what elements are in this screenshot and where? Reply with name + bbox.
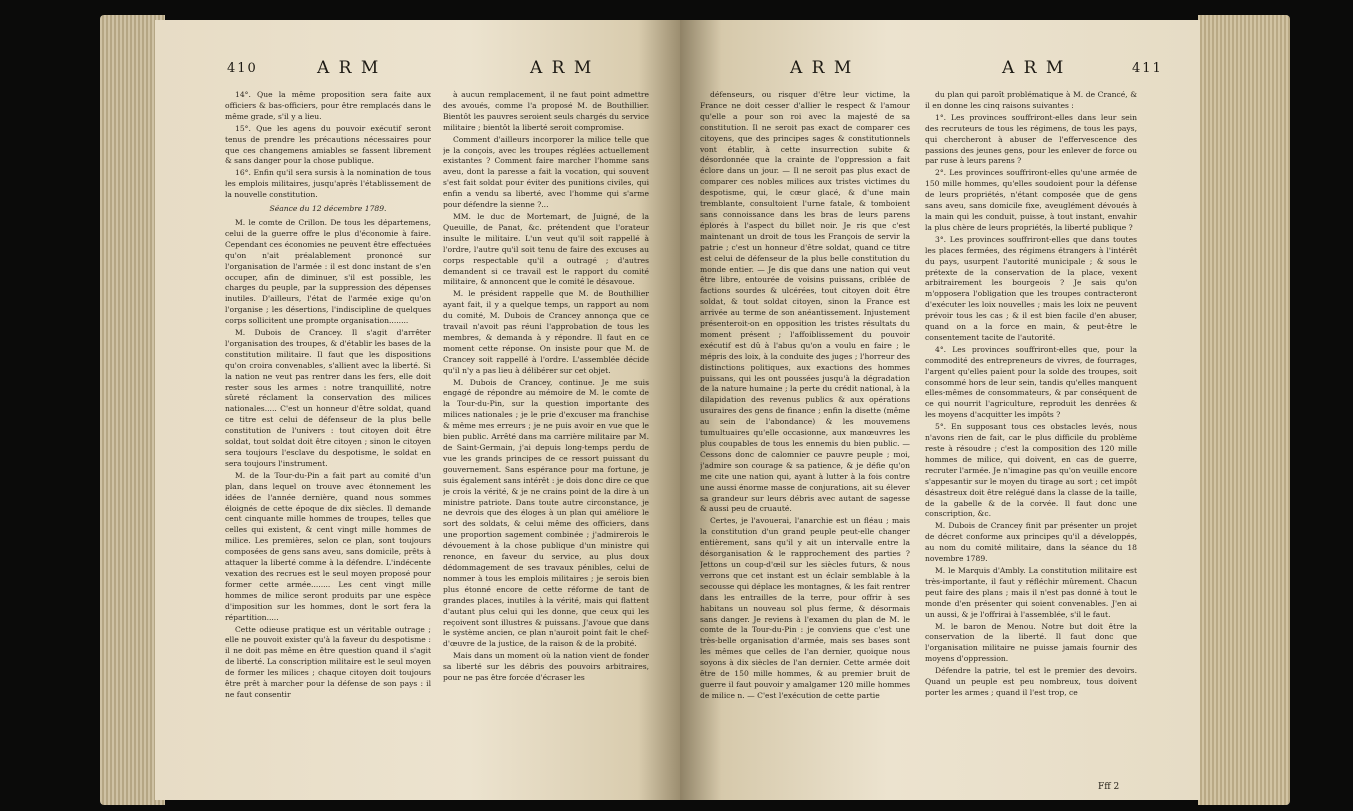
paragraph: M. le baron de Menou. Notre but doit être la conservation de la liberté. Il faut donc que l'organisation militaire ne puisse jamais fournir des moyens d'oppression. <box>925 621 1137 664</box>
paragraph: Cette odieuse pratique est un véritable outrage ; elle ne pouvoit exister qu'à la faveur du despotisme : il ne doit pas même en être question quand il s'agit de liberté. La conscription militaire est le seul moyen de former les milices ; chaque citoyen doit toujours être prêt à marcher pour la défense de son pays : il ne faut consentir <box>225 624 431 699</box>
text-column-left-2 <box>443 90 649 790</box>
paragraph: 15°. Que les agens du pouvoir exécutif seront tenus de prendre les précautions nécessaires pour que ces changemens amiables se fassent librement & sans danger pour la chose publique. <box>225 123 431 166</box>
running-head: A R M <box>317 58 381 78</box>
paragraph: M. Dubois de Crancey, continue. Je me suis engagé de répondre au mémoire de M. le comte de la Tour-du-Pin, sur la question importante des milices nationales ; je le prie d'excuser ma franchise & même mes erreurs ; je ne puis avoir en vue que le bien public. Arrêté dans ma carrière militaire par M. de Saint-Germain, j'ai depuis long-temps perdu de vue les grands principes de ce ressort puissant du gouvernement. Sans espérance pour ma fortune, je suis également sans intérêt : je dois donc dire ce que je crois la vérité, & je ne crains point de la dire à un ministre patriote. Dans toute autre circonstance, je ne devrois que des éloges à un plan qui améliore le sort des soldats, & celui même des officiers, dans une proportion sagement combinée ; j'admirerois le dévouement à la chose publique d'un ministre qui renonce, en faveur du service, au plus doux dédommagement de ses travaux pénibles, celui de nommer à tous les emplois militaires ; je serois bien plus étonné encore de cette réforme de tant de grandes places, inutiles à la vérité, mais qui flattent d'autant plus celui qui les donne, que ceux qui les reçoivent sont illustres & puissans. J'avoue que dans le système ancien, ce plan n'auroit point fait le chef-d'œuvre de la justice, de la raison & de la probité. <box>443 377 649 649</box>
paragraph: M. Dubois de Crancey finit par présenter un projet de décret conforme aux principes qu'il a développés, au nom du comité militaire, dans la séance du 18 novembre 1789. <box>925 521 1137 564</box>
paragraph: Comment d'ailleurs incorporer la milice telle que je la conçois, avec les troupes réglées actuellement existantes ? Comment faire marcher l'homme sans aveu, dont la paresse a fait la vocation, qui souvent s'est fait soldat pour éviter des punitions civiles, qui enfin a vendu sa liberté, avec l'homme qui s'arme pour défendre la sienne ?... <box>443 134 649 210</box>
paragraph: MM. le duc de Mortemart, de Juigné, de la Queuille, de Panat, &c. prétendent que l'orateur insulte le militaire. L'un veut qu'il soit rappellé à l'ordre, l'autre qu'il soit tenu de faire des excuses au corps respectable qu'il a outragé ; d'autres demandent si ce travail est le rapport du comité militaire, & annoncent que le comité le désavoue. <box>443 211 649 287</box>
paragraph: M. Dubois de Crancey. Il s'agit d'arrêter l'organisation des troupes, & d'établir les bases de la constitution militaire. Il faut que les dispositions qu'on croira convenables, s'allient avec la liberté. Si la nation ne veut pas rentrer dans les fers, elle doit rester sous les armes : notre tranquillité, notre sûreté réclament la conservation des milices nationales..... C'est un honneur d'être soldat, quand ce titre est celui de défenseur de la plus belle constitution de l'univers : tout citoyen doit être soldat, tout soldat doit être citoyen ; sinon le citoyen sera toujours l'esclave du despotisme, le soldat en sera toujours l'instrument. <box>225 328 431 468</box>
paragraph: 16°. Enfin qu'il sera sursis à la nomination de tous les emplois militaires, jusqu'après l'établissement de la nouvelle constitution. <box>225 168 431 200</box>
paragraph: 4°. Les provinces souffriront-elles que, pour la commodité des entrepreneurs de vivres, de fourrages, l'argent qu'elles paient pour la solde des troupes, soit consommé hors de leur sein, tandis qu'elles manquent elles-mêmes de consommateurs, & par conséquent de ce qui nourrit l'agriculture, reproduit les denrées & les moyens d'acquitter les impôts ? <box>925 344 1137 420</box>
running-head: A R M <box>1002 58 1066 78</box>
signature-mark: Fff 2 <box>1098 782 1120 792</box>
text-column-left-1 <box>225 90 431 790</box>
paragraph: M. le comte de Crillon. De tous les départemens, celui de la guerre offre le plus d'économie à faire. Cependant ces économies ne peuvent être effectuées qu'on n'ait préalablement prononcé sur l'organisation de l'armée : il est donc instant de s'en occuper, afin de diminuer, s'il est possible, les charges du peuple, par la suppression des dépenses inutiles. D'ailleurs, l'état de l'armée exige qu'on l'organise ; les désertions, l'indiscipline de quelques corps sollicitent une prompte organisation........ <box>225 217 431 326</box>
paragraph: 2°. Les provinces souffriront-elles qu'une armée de 150 mille hommes, qu'elles soudoient pour la défense de leurs propriétés, n'étant composée que de gens sans aveu, sans domicile fixe, aveuglément dévoués à la main qui les conduit, puisse, à tout instant, envahir la plus chère de leurs propriétés, la liberté publique ? <box>925 168 1137 232</box>
paragraph: Mais dans un moment où la nation vient de fonder sa liberté sur les débris des pouvoirs arbitraires, pour ne pas être forcée d'écraser les <box>443 651 649 683</box>
paragraph: Séance du 12 décembre 1789. <box>269 204 387 214</box>
right-page-edges <box>1198 15 1290 805</box>
paragraph: 5°. En supposant tous ces obstacles levés, nous n'avons rien de fait, car le plus difficile du problème reste à résoudre ; c'est la composition des 120 mille hommes de milice, qui doivent, en cas de guerre, recruter l'armée. Je n'imagine pas qu'on veuille encore s'appesantir sur le moyen du tirage au sort ; cet impôt désastreux doit être relégué dans la classe de la taille, de la gabelle & de la corvée. Il faut donc une conscription, &c. <box>925 422 1137 519</box>
running-head: A R M <box>790 58 854 78</box>
left-page <box>155 20 680 800</box>
page-number-left: 410 <box>227 61 258 76</box>
paragraph: M. de la Tour-du-Pin a fait part au comité d'un plan, dans lequel on trouve avec étonnement les idées de l'année dernière, quand nous sommes éloignés de cette époque de dix siècles. Il demande cent cinquante mille hommes de troupes, telles que celles qui existent, & cent vingt mille hommes de milice. Les premières, selon ce plan, sont toujours composées de gens sans aveu, sans domicile, prêts à attaquer la liberté comme à la défendre. L'indécente vexation des recrues est le seul moyen proposé pour former cette armée........ Les cent vingt mille hommes de milice seront produits par une espèce d'imposition sur les hommes, dont le sort fera la répartition..... <box>225 470 431 622</box>
text-column-right-2 <box>925 90 1137 780</box>
text-column-right-1 <box>700 90 910 790</box>
paragraph: à aucun remplacement, il ne faut point admettre des avoués, comme l'a proposé M. de Bouthillier. Bientôt les pauvres seroient seuls chargés du service militaire ; bientôt la liberté seroit compromise. <box>443 90 649 132</box>
paragraph: 3°. Les provinces souffriront-elles que dans toutes les places fermées, des régimens étrangers à l'intérêt du pays, usurpent l'autorité municipale ; & sous le prétexte de la conservation de la place, vexent arbitrairement les bourgeois ? Je sais qu'on m'opposera l'obligation que les troupes contracteront d'exécuter les loix nouvelles ; mais les loix ne peuvent prévoir tous les cas ; & il est bien facile d'en abuser, quand on a la force en main, & peut-être le consentement tacite de l'autorité. <box>925 234 1137 342</box>
paragraph: M. le Marquis d'Ambly. La constitution militaire est très-importante, il faut y réfléchir mûrement. Chacun peut faire des plans ; mais il n'est pas donné à tout le monde d'en présenter qui soient convenables. J'en ai un aussi, & je l'offrirai à l'assemblée, s'il le faut. <box>925 565 1137 619</box>
paragraph: Certes, je l'avouerai, l'anarchie est un fléau ; mais la constitution d'un grand peuple peut-elle changer entièrement, sans qu'il y ait un intervalle entre la désorganisation & le rapprochement des parties ? Jettons un coup-d'œil sur les siècles futurs, & nous verrons que cet instant est un éclair semblable à la secousse qui déplace les montagnes, & les fait rentrer dans les entrailles de la terre, pour offrir à ses habitans un nouveau sol plus ferme, & désormais sans danger. Je reviens à l'examen du plan de M. le comte de la Tour-du-Pin : je conviens que c'est une très-belle organisation d'armée, mais ses bases sont les mêmes que celles de l'an dernier, quoique nous soyons à dix siècles de l'an dernier. Cette armée doit être de 150 mille hommes, & au premier bruit de guerre il faut pouvoir y amalgamer 120 mille hommes de milice n. — C'est l'exécution de cette partie <box>700 516 910 700</box>
paragraph: Défendre la patrie, tel est le premier des devoirs. Quand un peuple est peu nombreux, tous doivent porter les armes ; quand il l'est trop, ce <box>925 666 1137 697</box>
paragraph: défenseurs, ou risquer d'être leur victime, la France ne doit cesser d'allier le respect & l'amour qu'elle a pour son roi avec la majesté de sa constitution. Il ne seroit pas exact de comparer ces citoyens, que des principes sages & constitutionnels vont établir, à cette insurrection subite & désordonnée que la crainte de l'oppression a fait éclore dans un jour. — Il ne seroit pas plus exact de comparer ces nobles milices aux tristes victimes du despotisme, qui, le cœur glacé, & d'une main tremblante, consultoient l'urne fatale, & tomboient sans connoissance dans les bras de leurs parens éplorés à l'aspect du billet noir. Je ris que c'est maintenant un droit de tous les François de servir la patrie ; c'est un honneur d'être soldat, quand ce titre est celui de défenseur de la plus belle constitution du monde entier. — Je dis que dans une nation qui veut être libre, entourée de voisins puissans, criblée de factions sourdes & ulcérées, tout citoyen doit être soldat, & tout soldat citoyen, sinon la France est arrivée au terme de son anéantissement. Injustement présenteroit-on en opposition les tristes résultats du moment présent ; l'affoiblissement du pouvoir exécutif est dû à l'abus qu'on a voulu en faire ; le mépris des loix, à la conduite des juges ; l'horreur des distinctions politiques, aux exactions des hommes puissans, qui les ont poussées jusqu'à la dégradation de la nature humaine ; la perte du crédit national, à la dilapidation des revenus publics & aux opérations usuraires des gens de finance ; enfin la disette (même au sein de l'abondance) & les mouvemens tumultuaires qu'elle occasionne, aux manœuvres les plus coupables de tous les ennemis du bien public. — Cessons donc de calomnier ce pauvre peuple ; moi, j'admire son courage & sa patience, & je défie qu'on me cite une nation qui, ayant à lutter à la fois contre une aussi énorme masse de conjurations, ait su élever sa grandeur sur leurs débris avec autant de sagesse & aussi peu de cruauté. <box>700 90 910 514</box>
right-page <box>680 20 1200 800</box>
paragraph: M. le président rappelle que M. de Bouthillier ayant fait, il y a quelque temps, un rapport au nom du comité, M. Dubois de Crancey annonça que ce travail n'avoit pas réuni l'approbation de tous les membres, & demanda à y répondre. Il faut en ce moment cette réponse. On insiste pour que M. de Crancey soit rappellé à l'ordre. L'assemblée décide qu'il n'y a pas lieu à délibérer sur cet objet. <box>443 289 649 375</box>
paragraph: 14°. Que la même proposition sera faite aux officiers & bas-officiers, pour être remplacés dans le même grade, s'il y a lieu. <box>225 90 431 121</box>
running-head: A R M <box>530 58 594 78</box>
page-number-right: 411 <box>1132 61 1163 76</box>
paragraph: 1°. Les provinces souffriront-elles dans leur sein des recruteurs de tous les régimens, de tous les pays, qui chercheront à abuser de l'effervescence des passions des jeunes gens, pour les enlever de force ou par ruse à leurs parens ? <box>925 112 1137 166</box>
paragraph: du plan qui paroît problématique à M. de Crancé, & il en donne les cinq raisons suivantes : <box>925 90 1137 110</box>
